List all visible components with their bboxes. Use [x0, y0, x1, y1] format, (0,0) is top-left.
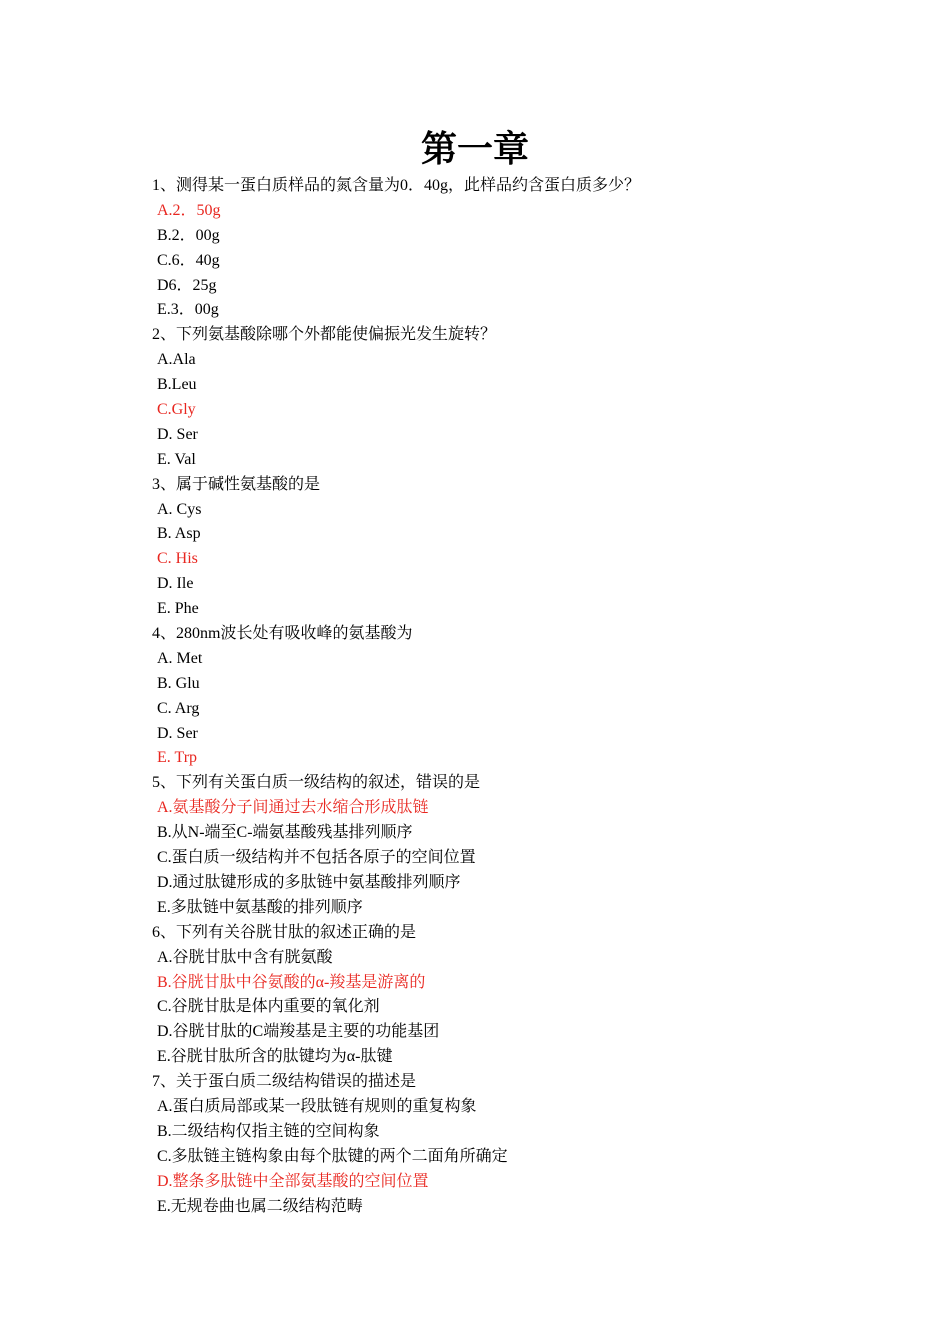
- answer-option: C.6．40g: [157, 251, 220, 269]
- question-stem: 1、测得某一蛋白质样品的氮含量为0．40g，此样品约含蛋白质多少？: [152, 177, 641, 194]
- answer-option-correct: D.整条多肽链中全部氨基酸的空间位置: [157, 1172, 429, 1190]
- answer-option: D. Ser: [157, 724, 198, 742]
- question-stem: 6、下列有关谷胱甘肽的叙述正确的是: [152, 923, 417, 941]
- question-stem: 2、下列氨基酸除哪个外都能使偏振光发生旋转？: [152, 326, 497, 344]
- answer-option-correct: A.2．50g: [157, 201, 221, 219]
- question-stem: 4、280nm波长处有吸收峰的氨基酸为: [152, 625, 413, 643]
- question-list: [152, 174, 852, 1219]
- answer-option: D6．25g: [157, 276, 217, 294]
- answer-option: D.通过肽键形成的多肽链中氨基酸排列顺序: [157, 873, 461, 891]
- answer-option: A. Met: [157, 649, 203, 667]
- answer-option: E. Phe: [157, 600, 199, 618]
- answer-option: E.3．00g: [157, 301, 219, 319]
- answer-option: C.多肽链主链构象由每个肽键的两个二面角所确定: [157, 1147, 508, 1165]
- answer-option: D. Ser: [157, 425, 198, 443]
- answer-option-correct: C. His: [157, 550, 198, 568]
- answer-option-correct: B.谷胱甘肽中谷氨酸的α-羧基是游离的: [157, 973, 426, 991]
- answer-option: C. Arg: [157, 699, 200, 717]
- question-stem: 7、关于蛋白质二级结构错误的描述是: [152, 1073, 417, 1091]
- answer-option-correct: E. Trp: [157, 749, 198, 767]
- answer-option: A.Ala: [157, 351, 196, 369]
- answer-option: B.从N-端至C-端氨基酸残基排列顺序: [157, 824, 413, 842]
- answer-option: B. Asp: [157, 525, 201, 543]
- answer-option-correct: C.Gly: [157, 401, 196, 419]
- answer-option: B. Glu: [157, 674, 200, 692]
- answer-option: C.谷胱甘肽是体内重要的氧化剂: [157, 998, 380, 1016]
- answer-option: A.谷胱甘肽中含有胱氨酸: [157, 948, 333, 966]
- answer-option: D.谷胱甘肽的C端羧基是主要的功能基团: [157, 1023, 440, 1041]
- answer-option: B.二级结构仅指主链的空间构象: [157, 1122, 380, 1140]
- answer-option: B.2．00g: [157, 226, 220, 244]
- answer-option: A. Cys: [157, 500, 202, 518]
- answer-option: C.蛋白质一级结构并不包括各原子的空间位置: [157, 849, 476, 867]
- question-stem: 5、下列有关蛋白质一级结构的叙述，错误的是: [152, 774, 481, 792]
- answer-option: A.蛋白质局部或某一段肽链有规则的重复构象: [157, 1097, 477, 1115]
- answer-option-correct: A.氨基酸分子间通过去水缩合形成肽链: [157, 799, 429, 817]
- answer-option: E.无规卷曲也属二级结构范畴: [157, 1197, 363, 1215]
- answer-option: B.Leu: [157, 376, 197, 394]
- answer-option: E.谷胱甘肽所含的肽键均为α-肽键: [157, 1048, 393, 1066]
- answer-option: E.多肽链中氨基酸的排列顺序: [157, 898, 363, 916]
- answer-option: D. Ile: [157, 575, 194, 593]
- chapter-title: 第一章: [420, 128, 529, 170]
- question-stem: 3、属于碱性氨基酸的是: [152, 475, 321, 493]
- answer-option: E. Val: [157, 450, 196, 468]
